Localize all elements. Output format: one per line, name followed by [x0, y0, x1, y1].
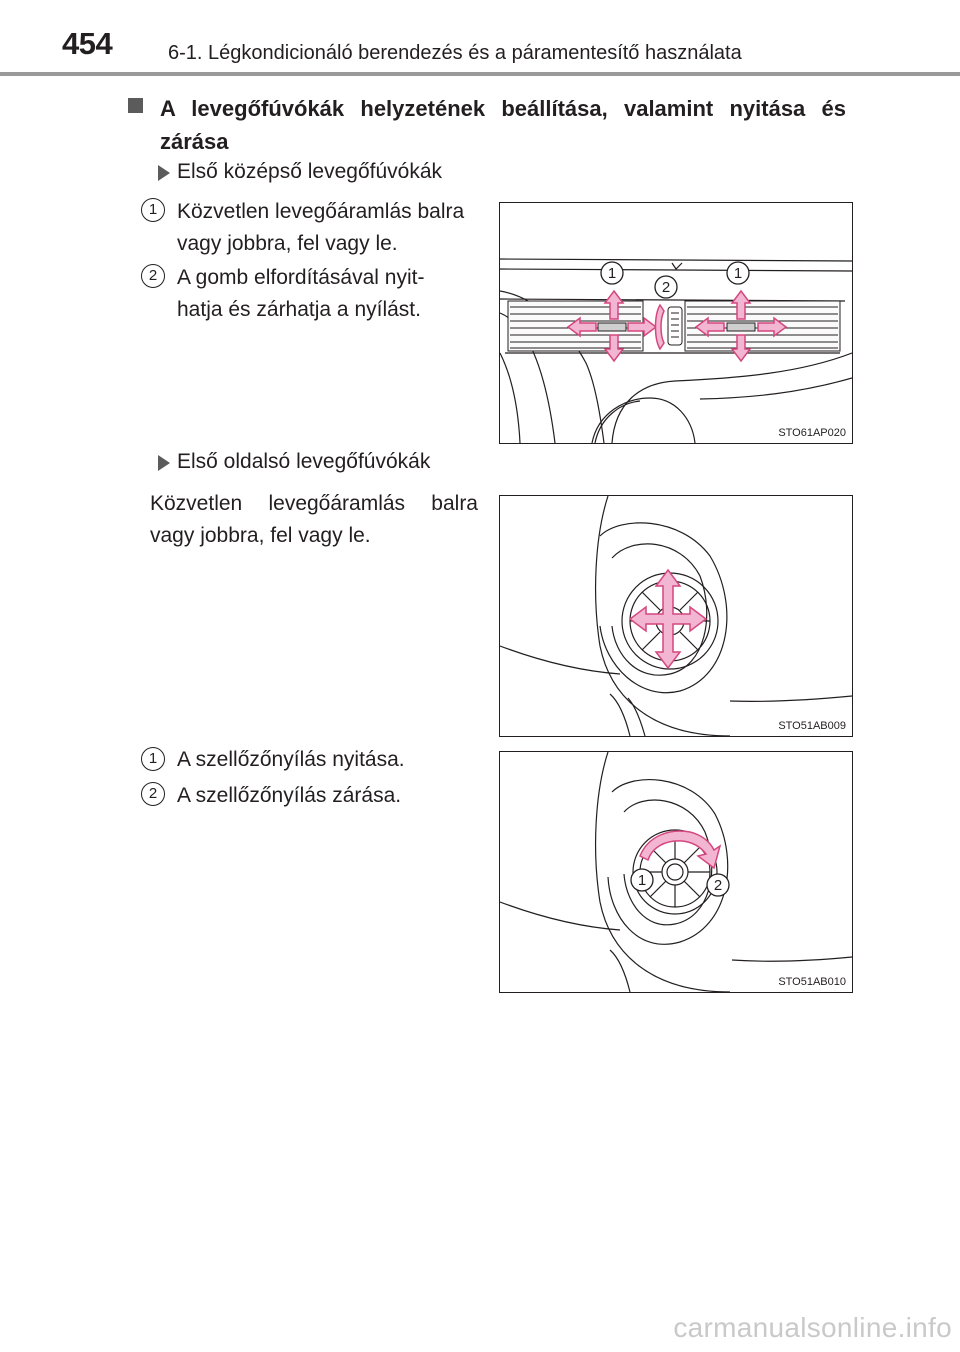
figure-center-vents [499, 202, 853, 444]
figure-code: STO61AP020 [778, 427, 846, 439]
open-close-illustration [500, 752, 852, 992]
front-side-text: Közvetlen levegőáramlás balra vagy jobbra, fel vagy le. [150, 492, 478, 547]
item-text-2: A gomb elfordításával nyit-hatja és zárhatja a nyílást. [177, 266, 425, 321]
center-vents-illustration [500, 203, 852, 443]
item-text-1: Közvetlen levegőáramlás balra vagy jobbra, fel vagy le. [177, 200, 465, 255]
item-number-close: 2 [141, 782, 165, 806]
section-title: A levegőfúvókák helyzetének beállítása, valamint nyitása és zárása [160, 96, 846, 154]
side-vent-illustration [500, 496, 852, 736]
page-number: 454 [62, 26, 113, 61]
callout-label-open: 1 [637, 872, 647, 889]
item-number-1: 1 [141, 198, 165, 222]
callout-label-2: 2 [661, 279, 671, 296]
item-number-2: 2 [141, 264, 165, 288]
subheading-front-center: Első középső levegőfúvókák [177, 160, 442, 183]
subheading-front-side: Első oldalsó levegőfúvókák [177, 450, 431, 473]
triangle-bullet-icon [158, 165, 170, 181]
open-text: A szellőzőnyílás nyitása. [177, 748, 405, 771]
header-divider [0, 72, 960, 76]
figure-side-vent-open-close [499, 751, 853, 993]
chapter-title: 6-1. Légkondicionáló berendezés és a páramentesítő használata [168, 42, 742, 64]
item-number-open: 1 [141, 747, 165, 771]
figure-code: STO51AB010 [778, 976, 846, 988]
callout-label-close: 2 [713, 877, 723, 894]
watermark: carmanualsonline.info [673, 1312, 952, 1343]
callout-label-1b: 1 [733, 265, 743, 282]
square-bullet-icon [128, 98, 143, 113]
figure-side-vent-direction [499, 495, 853, 737]
triangle-bullet-icon [158, 455, 170, 471]
close-text: A szellőzőnyílás zárása. [177, 784, 402, 807]
callout-label-1a: 1 [607, 265, 617, 282]
figure-code: STO51AB009 [778, 720, 846, 732]
